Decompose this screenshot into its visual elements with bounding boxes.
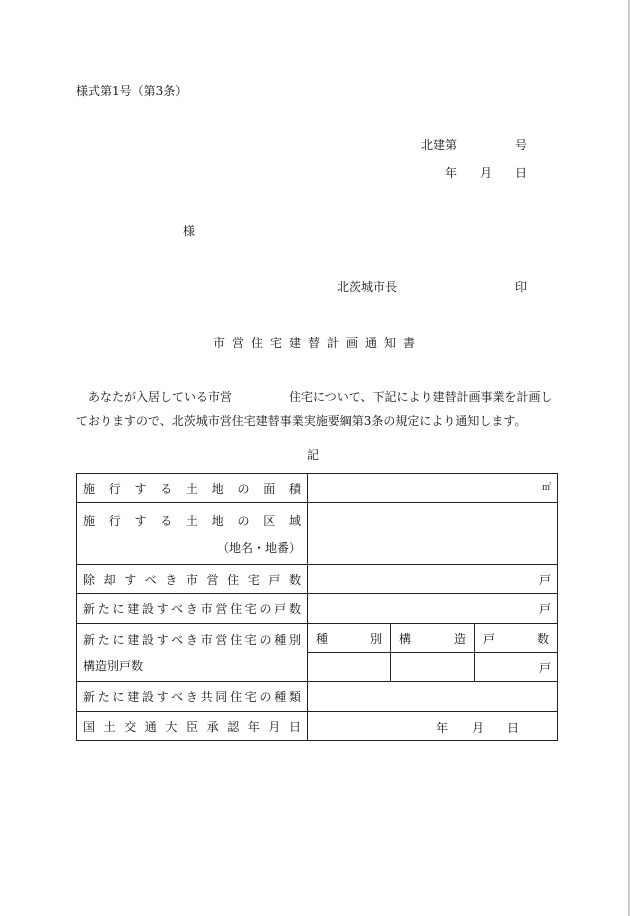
structure-value-cell [391,653,475,682]
label-cell [77,565,308,594]
issuer-name: 北茨城市長 [337,280,398,294]
issue-year: 年 [445,166,458,180]
issue-day: 日 [515,166,528,180]
demolish-count-value [308,565,558,594]
type-structure-label-line1: 新たに建設すべき市営住宅の種別 [83,632,301,647]
land-area-value [308,474,558,503]
complex-type-value [308,682,558,712]
ki-heading: 記 [307,448,320,462]
square-meter-unit: ㎡ [542,483,552,493]
land-zone-value [308,503,558,565]
approval-month: 月 [472,721,485,735]
demolish-count-label: 除却すべき市営住宅戸数 [83,572,301,587]
label-cell [77,682,308,712]
seal-mark: 印 [515,280,528,294]
table-row [77,712,558,741]
label-cell [77,474,308,503]
table-row [77,682,558,712]
body-line1-start: あなたが入居している市営 [88,390,233,404]
label-cell [77,712,308,741]
document-title: 市営住宅建替計画通知書 [213,336,423,350]
form-number: 様式第1号（第3条） [76,84,188,98]
new-count-value [308,594,558,624]
type-value-cell [308,653,391,682]
type-structure-label-line2: 構造別戸数 [83,658,144,673]
column-header-type: 種別 [308,624,391,653]
document-number-suffix: 号 [515,138,528,152]
table-row [77,474,558,503]
column-header-units: 戸数 [475,624,558,653]
label-cell [77,624,308,682]
body-line1-end: 住宅について、下記により建替計画事業を計画し [289,390,553,404]
table-row [77,503,558,565]
land-zone-sublabel: （地名・地番） [216,540,301,555]
approval-date-value [308,712,558,741]
recipient-honorific: 様 [183,224,196,238]
document-number-prefix: 北建第 [421,138,458,152]
units-value-cell [475,653,558,682]
land-area-label: 施行する土地の面積 [83,481,301,496]
land-zone-label: 施行する土地の区域 [83,513,301,528]
unit-label: 戸 [539,660,552,675]
table-row [77,565,558,594]
column-header-structure: 構造 [391,624,475,653]
complex-type-label: 新たに建設すべき共同住宅の種類 [83,690,301,704]
table-row [77,594,558,624]
unit-label: 戸 [539,572,552,587]
new-count-label: 新たに建設すべき市営住宅の戸数 [83,602,301,616]
body-line2: ておりますので、北茨城市営住宅建替事業実施要綱第3条の規定により通知します。 [76,414,527,428]
approval-year: 年 [436,721,449,735]
table-row [77,624,558,653]
label-cell [77,503,308,565]
unit-label: 戸 [539,602,552,616]
approval-date-label: 国土交通大臣承認年月日 [83,719,301,734]
label-cell [77,594,308,624]
issue-month: 月 [480,166,493,180]
details-table [76,473,558,741]
approval-day: 日 [507,721,520,735]
